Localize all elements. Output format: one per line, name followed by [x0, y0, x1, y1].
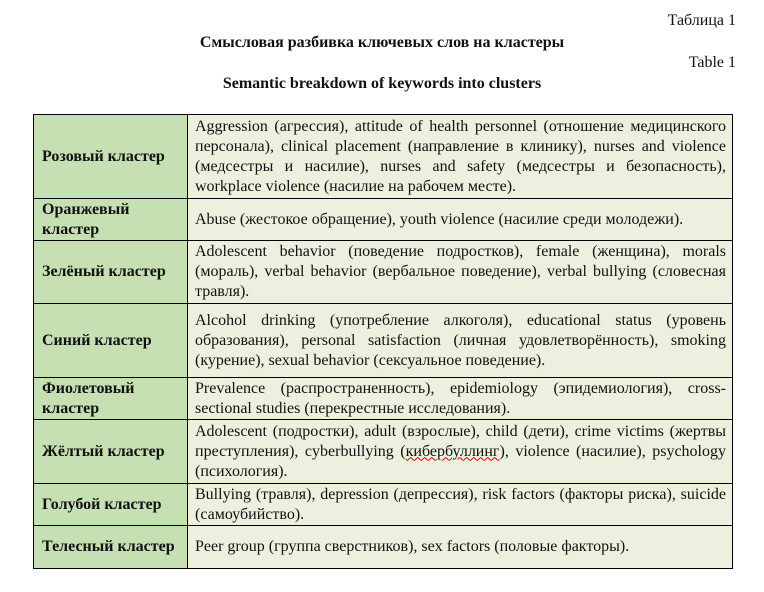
- keywords-cell: Alcohol drinking (употребление алкоголя), educational status (уровень образования), personal satisfaction (личная удовлетворённость), smoking (курение), sexual behavior (сексуальное поведение).: [188, 304, 733, 378]
- cluster-name-cell: Голубой кластер: [34, 484, 188, 526]
- keywords-cell: Abuse (жестокое обращение), youth violence (насилие среди молодежи).: [188, 199, 733, 241]
- table-label-ru: Таблица 1: [667, 12, 736, 29]
- table-title-en: Semantic breakdown of keywords into clusters: [222, 75, 542, 92]
- cluster-name-cell: Розовый кластер: [34, 115, 188, 199]
- table-title-ru: Смысловая разбивка ключевых слов на кластеры: [199, 34, 565, 51]
- clusters-table: [33, 114, 733, 569]
- keywords-text: ), violence (насилие), psychology (психология).: [195, 442, 726, 480]
- table-row: [34, 526, 733, 569]
- table-row: [34, 484, 733, 526]
- cluster-name-cell: Оранжевый кластер: [34, 199, 188, 241]
- keywords-cell: [188, 420, 733, 484]
- spellcheck-marked-word: кибербуллинг: [405, 442, 500, 460]
- table-label-en: Table 1: [688, 54, 736, 71]
- cluster-name-cell: Жёлтый кластер: [34, 420, 188, 484]
- keywords-cell: Adolescent behavior (поведение подростков), female (женщина), morals (мораль), verbal behavior (вербальное поведение), verbal bullying (словесная травля).: [188, 241, 733, 304]
- keywords-cell: Prevalence (распространенность), epidemiology (эпидемиология), cross-sectional studies (перекрестные исследования).: [188, 378, 733, 420]
- table-row: [34, 199, 733, 241]
- table-row: [34, 304, 733, 378]
- keywords-cell: Aggression (агрессия), attitude of health personnel (отношение медицинского персонала), clinical placement (направление в клинику), nurses and violence (медсестры и насилие), nurses and safety (медсестры и безопасность), workplace violence (насилие на рабочем месте).: [188, 115, 733, 199]
- keywords-cell: Peer group (группа сверстников), sex factors (половые факторы).: [188, 526, 733, 569]
- table-row: [34, 241, 733, 304]
- table-row: [34, 420, 733, 484]
- keywords-text: Adolescent (подростки), adult (взрослые), child (дети), crime victims (жертвы преступления), cyberbullying (: [195, 422, 726, 460]
- cluster-name-cell: Фиолетовый кластер: [34, 378, 188, 420]
- table-row: [34, 378, 733, 420]
- keywords-cell: Bullying (травля), depression (депрессия), risk factors (факторы риска), suicide (самоубийство).: [188, 484, 733, 526]
- cluster-name-cell: Синий кластер: [34, 304, 188, 378]
- cluster-name-cell: Зелёный кластер: [34, 241, 188, 304]
- cluster-name-cell: Телесный кластер: [34, 526, 188, 569]
- table-row: [34, 115, 733, 199]
